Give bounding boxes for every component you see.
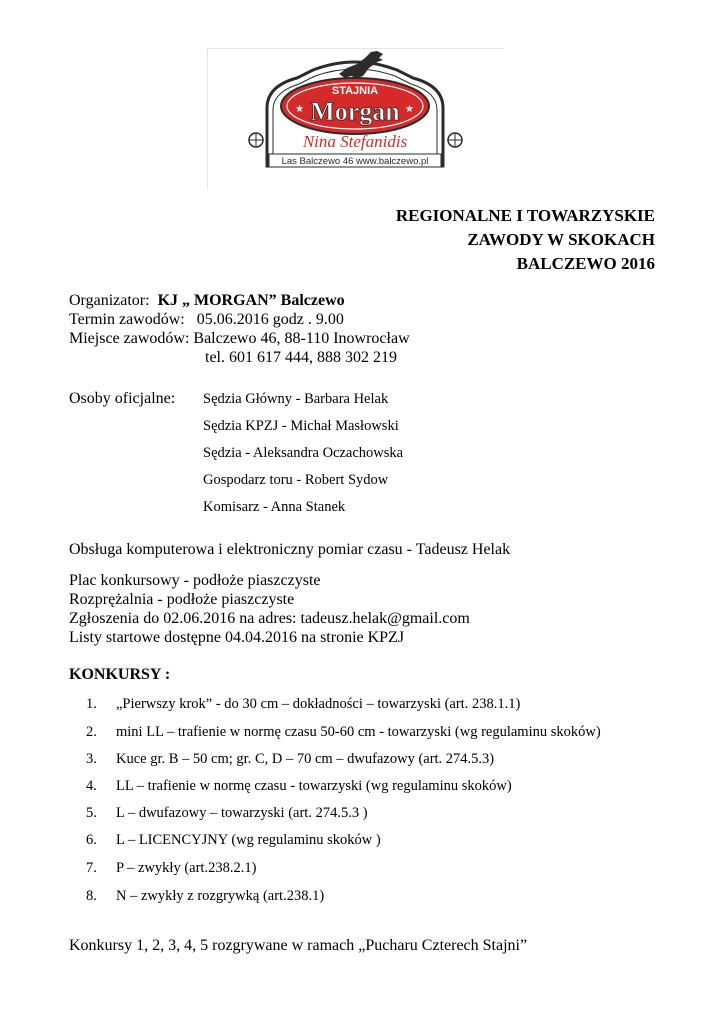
official-item: Sędzia KPZJ - Michał Masłowski: [203, 418, 399, 434]
officials-label: Osoby oficjalne:: [69, 390, 176, 407]
official-item: Sędzia - Aleksandra Oczachowska: [203, 445, 404, 461]
competition-number: 6.: [86, 832, 97, 848]
official-item: Gospodarz toru - Robert Sydow: [203, 472, 389, 488]
arena-info: Plac konkursowy - podłoże piaszczyste: [69, 572, 321, 589]
competitions-heading: KONKURSY :: [69, 666, 171, 683]
competition-item: N – zwykły z rozgrywką (art.238.1): [116, 888, 325, 904]
date-value: 05.06.2016 godz . 9.00: [196, 311, 344, 328]
organizer-row: [69, 292, 345, 310]
entries-info: Zgłoszenia do 02.06.2016 na adres: tadeusz.helak@gmail.com: [69, 610, 470, 627]
logo-address: Las Balczewo 46 www.balczewo.pl: [281, 156, 429, 167]
place-row: [69, 330, 410, 348]
official-item: Komisarz - Anna Stanek: [203, 499, 346, 515]
competition-item: Kuce gr. B – 50 cm; gr. C, D – 70 cm – dwufazowy (art. 274.5.3): [116, 751, 495, 767]
competition-item: L – dwufazowy – towarzyski (art. 274.5.3 ): [116, 805, 368, 821]
star-icon: ★: [405, 104, 414, 115]
warmup-info: Rozprężalnia - podłoże piaszczyste: [69, 591, 295, 608]
competition-item: mini LL – trafienie w normę czasu 50-60 cm - towarzyski (wg regulaminu skoków): [116, 724, 601, 740]
competition-number: 3.: [86, 751, 97, 767]
official-item: Sędzia Główny - Barbara Helak: [203, 391, 389, 407]
place-label: Miejsce zawodów:: [69, 330, 190, 347]
cup-note: Konkursy 1, 2, 3, 4, 5 rozgrywane w ramach „Pucharu Czterech Stajni”: [69, 937, 528, 954]
competition-number: 8.: [86, 888, 97, 904]
competition-item: „Pierwszy krok” - do 30 cm – dokładności – towarzyski (art. 238.1.1): [116, 696, 521, 712]
competition-item: LL – trafienie w normę czasu - towarzyski (wg regulaminu skoków): [116, 778, 512, 794]
event-title-line3: BALCZEWO 2016: [516, 254, 655, 273]
phone: tel. 601 617 444, 888 302 219: [205, 349, 397, 366]
competition-number: 5.: [86, 805, 97, 821]
competition-number: 7.: [86, 860, 97, 876]
place-value: Balczewo 46, 88-110 Inowrocław: [193, 330, 410, 347]
stable-logo-graphic: [207, 48, 503, 190]
organizer-value: KJ „ MORGAN” Balczewo: [157, 292, 345, 309]
event-title-line2: ZAWODY W SKOKACH: [467, 230, 655, 249]
logo-owner: Nina Stefanidis: [302, 132, 408, 151]
star-icon: ★: [295, 104, 304, 115]
logo-brand: Morgan: [310, 97, 400, 126]
competition-item: P – zwykły (art.238.2.1): [116, 860, 257, 876]
logo-top-word: STAJNIA: [331, 85, 379, 97]
competition-number: 4.: [86, 778, 97, 794]
competition-number: 2.: [86, 724, 97, 740]
organizer-label: Organizator:: [69, 292, 150, 309]
competition-number: 1.: [86, 696, 97, 712]
event-title-line1: REGIONALNE I TOWARZYSKIE: [395, 206, 655, 225]
date-row: [69, 311, 344, 329]
timing-info: Obsługa komputerowa i elektroniczny pomiar czasu - Tadeusz Helak: [69, 541, 511, 558]
date-label: Termin zawodów:: [69, 311, 185, 328]
competition-item: L – LICENCYJNY (wg regulaminu skoków ): [116, 832, 381, 848]
wagon-wheel-icon: [249, 133, 263, 147]
startlists-info: Listy startowe dostępne 04.04.2016 na stronie KPZJ: [69, 629, 405, 646]
stable-logo: [207, 48, 503, 190]
wagon-wheel-icon: [448, 133, 462, 147]
